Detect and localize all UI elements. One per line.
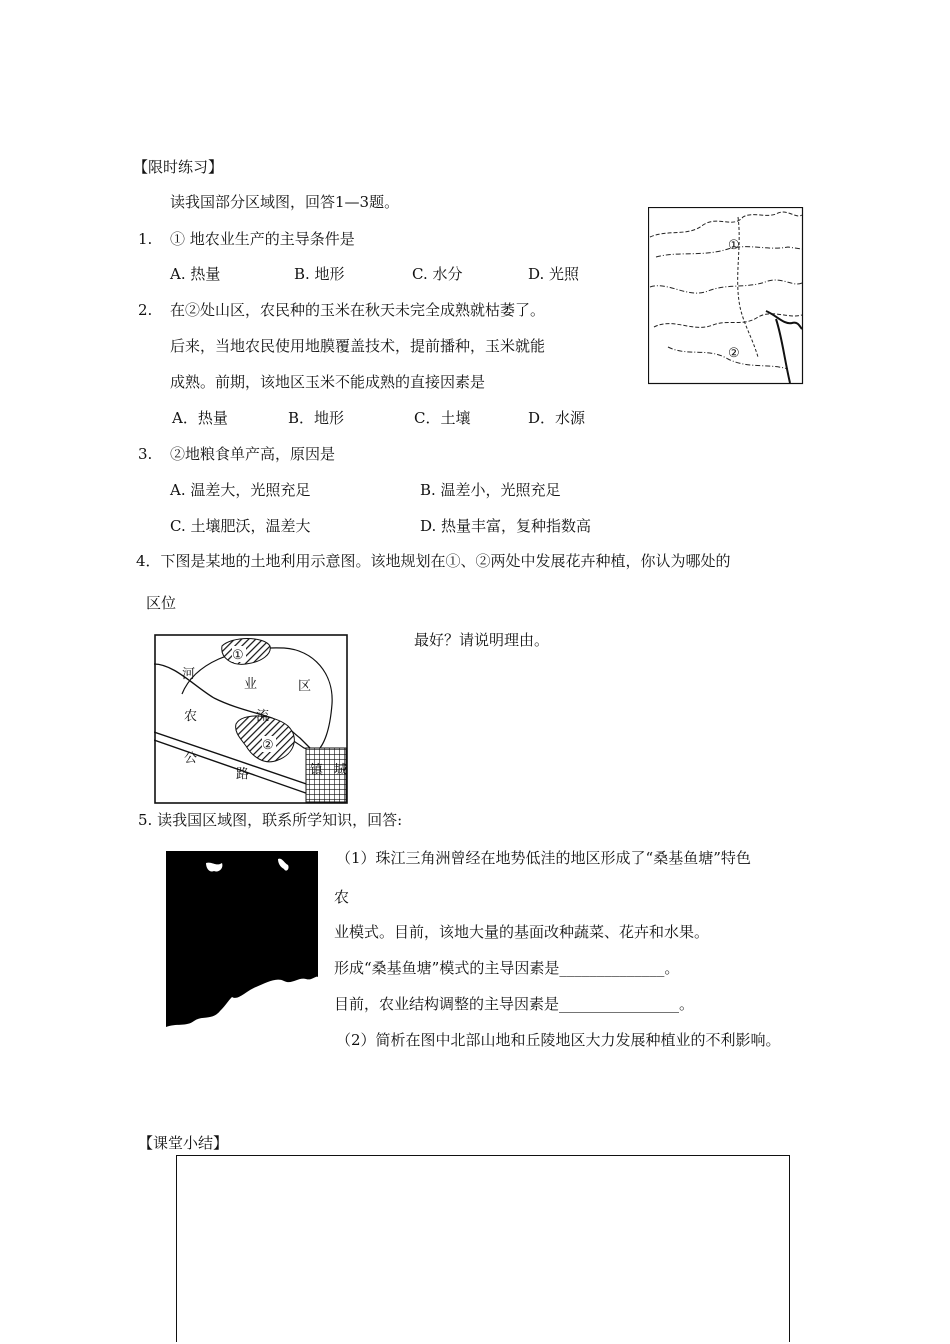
- label-cheng: 城: [334, 763, 348, 778]
- q3-option-a: A. 温差大，光照充足: [170, 481, 311, 499]
- q2-line3: 成熟。前期，该地区玉米不能成熟的直接因素是: [170, 373, 486, 391]
- q3-number: 3.: [138, 445, 153, 463]
- map1-marker-1: ①: [728, 238, 740, 253]
- q2-option-a: A．热量: [172, 409, 228, 427]
- q2-option-b: B．地形: [288, 409, 345, 427]
- q5-line1: 5. 读我国区域图，联系所学知识，回答:: [138, 811, 403, 829]
- q2-line2: 后来，当地农民使用地膜覆盖技术，提前播种，玉米就能: [170, 337, 546, 355]
- q1-text: ① 地农业生产的主导条件是: [170, 230, 355, 248]
- q5-p1e: 目前，农业结构调整的主导因素是________________。: [334, 995, 695, 1013]
- q1-option-d: D. 光照: [528, 265, 580, 283]
- label-lu: 路: [236, 767, 250, 782]
- label-nong: 农: [184, 709, 198, 724]
- q5-p1a: （1）珠江三角洲曾经在地势低洼的地区形成了“桑基鱼塘”特色: [336, 849, 751, 867]
- zone-2-marker: ②: [262, 738, 274, 753]
- q2-number: 2.: [138, 301, 153, 319]
- q5-p2: （2）简析在图中北部山地和丘陵地区大力发展种植业的不利影响。: [336, 1031, 781, 1049]
- q2-option-c: C．土壤: [414, 409, 471, 427]
- q4-line1: 4．下图是某地的土地利用示意图。该地规划在①、②两处中发展花卉种植，你认为哪处的: [136, 552, 731, 570]
- q5-p1b: 农: [334, 888, 350, 906]
- q3-option-c: C. 土壤肥沃，温差大: [170, 517, 311, 535]
- q5-p1d: 形成“桑基鱼塘”模式的主导因素是______________。: [334, 959, 680, 977]
- q1-number: 1.: [138, 230, 153, 248]
- q2-option-d: D．水源: [528, 409, 586, 427]
- label-zhen: 镇: [310, 763, 324, 778]
- label-river-2: 流: [256, 709, 270, 724]
- q1-option-c: C. 水分: [412, 265, 463, 283]
- q5-p1c: 业模式。目前，该地大量的基面改种蔬菜、花卉和水果。: [334, 923, 710, 941]
- region-map-1: [648, 207, 804, 387]
- label-ye: 业: [244, 677, 258, 692]
- q1-option-b: B. 地形: [294, 265, 345, 283]
- summary-box[interactable]: [176, 1155, 790, 1342]
- q3-option-d: D. 热量丰富，复种指数高: [420, 517, 592, 535]
- summary-heading: 【课堂小结】: [138, 1134, 229, 1152]
- pearl-river-map: [166, 851, 320, 1041]
- intro-text: 读我国部分区域图，回答1—3题。: [170, 193, 400, 211]
- q4-line2: 区位: [146, 594, 177, 612]
- practice-heading: 【限时练习】: [133, 158, 224, 176]
- map1-marker-2: ②: [728, 346, 740, 361]
- label-gong: 公: [184, 751, 198, 766]
- q3-option-b: B. 温差小，光照充足: [420, 481, 561, 499]
- q1-option-a: A. 热量: [170, 265, 221, 283]
- label-qu: 区: [298, 679, 312, 694]
- label-river-1: 河: [182, 667, 196, 682]
- land-use-map: [154, 634, 350, 806]
- q4-line3: 最好？请说明理由。: [414, 631, 550, 649]
- zone-1-marker: ①: [232, 648, 244, 663]
- q2-line1: 在②处山区，农民种的玉米在秋天未完全成熟就枯萎了。: [170, 301, 546, 319]
- q3-text: ②地粮食单产高，原因是: [170, 445, 336, 463]
